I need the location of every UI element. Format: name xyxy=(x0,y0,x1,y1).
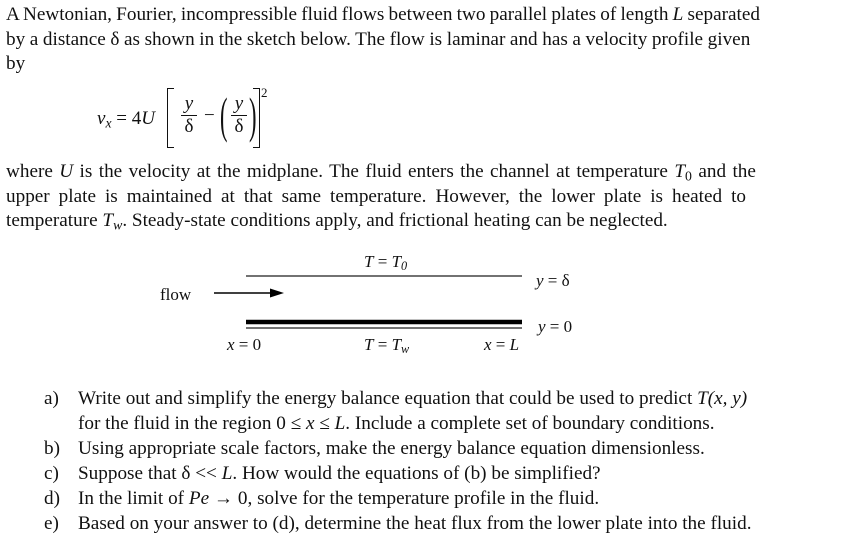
question-letter: b) xyxy=(44,438,60,459)
upper-plate-temperature-label: $T = T_0$ xyxy=(364,252,408,274)
question-letter: c) xyxy=(44,463,59,484)
description-line-1: where U is the velocity at the midplane. The fluid enters the channel at temperature $T_0$ and the xyxy=(6,161,756,184)
velocity-profile-equation xyxy=(97,86,297,156)
equation-lhs: $v_x = 4U$ xyxy=(97,108,155,131)
plates-and-arrow xyxy=(0,245,860,370)
lower-plate-temperature-label: $T = T_w$ xyxy=(364,335,410,357)
upper-plate-position-label: y = δ xyxy=(536,271,570,290)
question-letter: a) xyxy=(44,388,59,409)
intro-paragraph xyxy=(6,3,856,77)
fraction-y-over-delta-squared: y δ xyxy=(231,94,247,137)
question-e: e) Based on your answer to (d), determine the heat flux from the lower plate into the fluid. xyxy=(44,513,752,534)
flow-arrow-head xyxy=(270,289,284,298)
question-d: d) In the limit of Pe → 0, solve for the temperature profile in the fluid. xyxy=(44,488,600,509)
description-paragraph xyxy=(6,160,856,234)
question-letter: d) xyxy=(44,488,60,509)
minus-sign: − xyxy=(204,105,215,126)
right-paren: ) xyxy=(249,87,257,143)
lower-plate-position-label: y = 0 xyxy=(538,317,573,336)
question-letter: e) xyxy=(44,513,59,534)
outlet-position-label: x = L xyxy=(484,335,520,354)
question-c: c) Suppose that δ << L. How would the equations of (b) be simplified? xyxy=(44,463,601,484)
intro-line-1: A Newtonian, Fourier, incompressible fluid flows between two parallel plates of length L separated xyxy=(6,4,760,25)
question-b: b) Using appropriate scale factors, make the energy balance equation dimensionless. xyxy=(44,438,705,459)
left-square-bracket xyxy=(167,88,174,148)
left-paren: ( xyxy=(220,87,228,143)
channel-sketch xyxy=(0,245,860,370)
question-a: a) Write out and simplify the energy balance equation that could be used to predict T(x, y) xyxy=(44,388,748,409)
question-list xyxy=(44,386,752,536)
fraction-y-over-delta: y δ xyxy=(181,94,197,137)
question-a-continued: for the fluid in the region 0 ≤ x ≤ L. Include a complete set of boundary conditions. xyxy=(78,413,715,434)
description-line-3: temperature $T_w$. Steady-state conditions apply, and frictional heating can be neglected. xyxy=(6,210,668,233)
intro-line-3: by xyxy=(6,53,26,74)
right-square-bracket xyxy=(253,88,260,148)
exponent: 2 xyxy=(261,85,268,100)
intro-line-2: by a distance δ as shown in the sketch below. The flow is laminar and has a velocity profile given xyxy=(6,28,751,50)
flow-label: flow xyxy=(160,285,192,304)
description-line-2: upper plate is maintained at that same temperature. However, the lower plate is heated to xyxy=(6,185,746,207)
inlet-position-label: x = 0 xyxy=(227,335,262,354)
